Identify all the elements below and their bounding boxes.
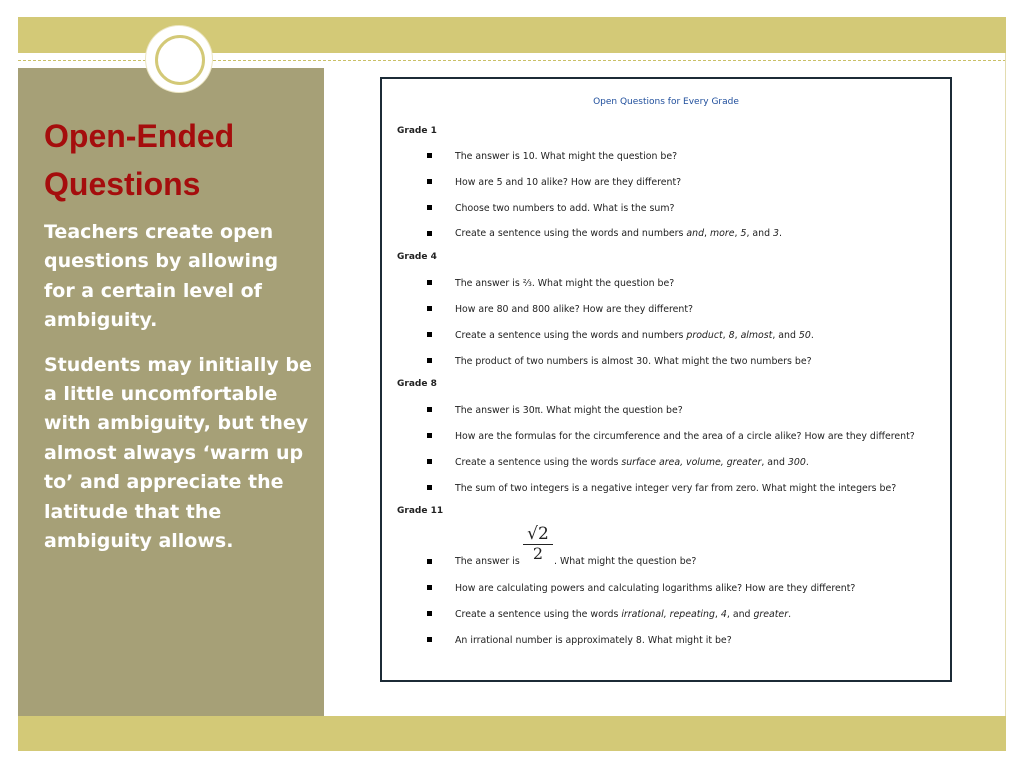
bullet-icon [427,559,432,564]
text-segment: Create a sentence using the words and numbers [455,228,687,239]
document-image [380,77,952,682]
list-item [455,330,814,341]
italic-term: 50 [798,330,811,341]
text-segment: . [810,330,814,341]
ornament-ring [155,35,205,85]
body-paragraph-2: Students may initially be a little uncomfortable with ambiguity, but they almost always ‘warm up to’ and appreciate the latitude that the ambiguity allows. [44,353,312,553]
list-item: The answer is 10. What might the question be? [455,151,678,162]
bullet-icon [427,433,432,438]
bullet-icon [427,153,432,158]
italic-term: 8 [728,330,735,341]
text-segment: , and [772,330,799,341]
grade-heading: Grade 1 [397,126,437,136]
list-item [455,457,809,468]
bullet-icon [427,611,432,616]
list-item: The sum of two integers is a negative integer very far from zero. What might the integers be? [455,483,897,494]
text-segment: Create a sentence using the words and numbers [455,330,687,341]
text-segment: , and [726,609,754,620]
bullet-icon [427,358,432,363]
bullet-icon [427,280,432,285]
list-item: How are 80 and 800 alike? How are they different? [455,304,694,315]
text-segment: , [722,330,729,341]
list-item: How are 5 and 10 alike? How are they different? [455,177,682,188]
text-segment: Create a sentence using the words [455,609,622,620]
text-segment: . [778,228,782,239]
title-line-2: Questions [44,166,201,202]
text-segment: , [734,330,741,341]
document-title: Open Questions for Every Grade [593,97,739,107]
italic-term: surface area, volume, greater [621,457,762,468]
list-item [455,228,782,239]
grade-heading: Grade 4 [397,252,437,262]
slide-body [44,218,314,571]
list-item: The answer is [455,556,520,567]
italic-term: product [686,330,723,341]
italic-term: and [686,228,705,239]
list-item-continuation: . What might the question be? [554,556,697,567]
bullet-icon [427,459,432,464]
italic-term: 4 [720,609,727,620]
bullet-icon [427,231,432,236]
bullet-icon [427,205,432,210]
right-frame-line [1005,53,1006,716]
circle-ornament-icon [146,26,212,92]
list-item: The answer is ⅔. What might the question be? [455,278,675,289]
italic-term: greater [753,609,789,620]
bullet-icon [427,306,432,311]
slide-title [44,112,304,208]
italic-term: 3 [773,228,779,239]
italic-term: irrational, repeating [621,609,715,620]
grade-heading: Grade 11 [397,506,444,516]
italic-term: 5 [740,228,747,239]
title-line-1: Open-Ended [44,118,235,154]
fraction-numerator: √2 [523,524,553,545]
text-segment: . [805,457,809,468]
list-item: An irrational number is approximately 8. What might it be? [455,635,732,646]
list-item: The answer is 30π. What might the question be? [455,405,683,416]
fraction-root2-over-2 [523,524,553,563]
text-segment: , and [761,457,788,468]
text-segment: , and [746,228,774,239]
italic-term: 300 [787,457,806,468]
bullet-icon [427,179,432,184]
bottom-decorative-band [18,716,1006,751]
text-segment: , [714,609,721,620]
text-segment: . [788,609,792,620]
body-paragraph-1: Teachers create open questions by allowing for a certain level of ambiguity. [44,221,279,332]
grade-heading: Grade 8 [397,379,437,389]
list-item: Choose two numbers to add. What is the sum? [455,203,675,214]
italic-term: almost [740,330,773,341]
text-segment: Create a sentence using the words [455,457,622,468]
bullet-icon [427,407,432,412]
bullet-icon [427,637,432,642]
bullet-icon [427,585,432,590]
text-segment: , [704,228,710,239]
list-item [455,609,791,620]
bullet-icon [427,332,432,337]
list-item: The product of two numbers is almost 30. What might the two numbers be? [455,356,812,367]
italic-term: more [710,228,735,239]
fraction-denominator: 2 [532,544,544,563]
list-item: How are the formulas for the circumference and the area of a circle alike? How are they different? [455,431,915,442]
list-item: How are calculating powers and calculating logarithms alike? How are they different? [455,583,856,594]
text-segment: , [734,228,741,239]
bullet-icon [427,485,432,490]
